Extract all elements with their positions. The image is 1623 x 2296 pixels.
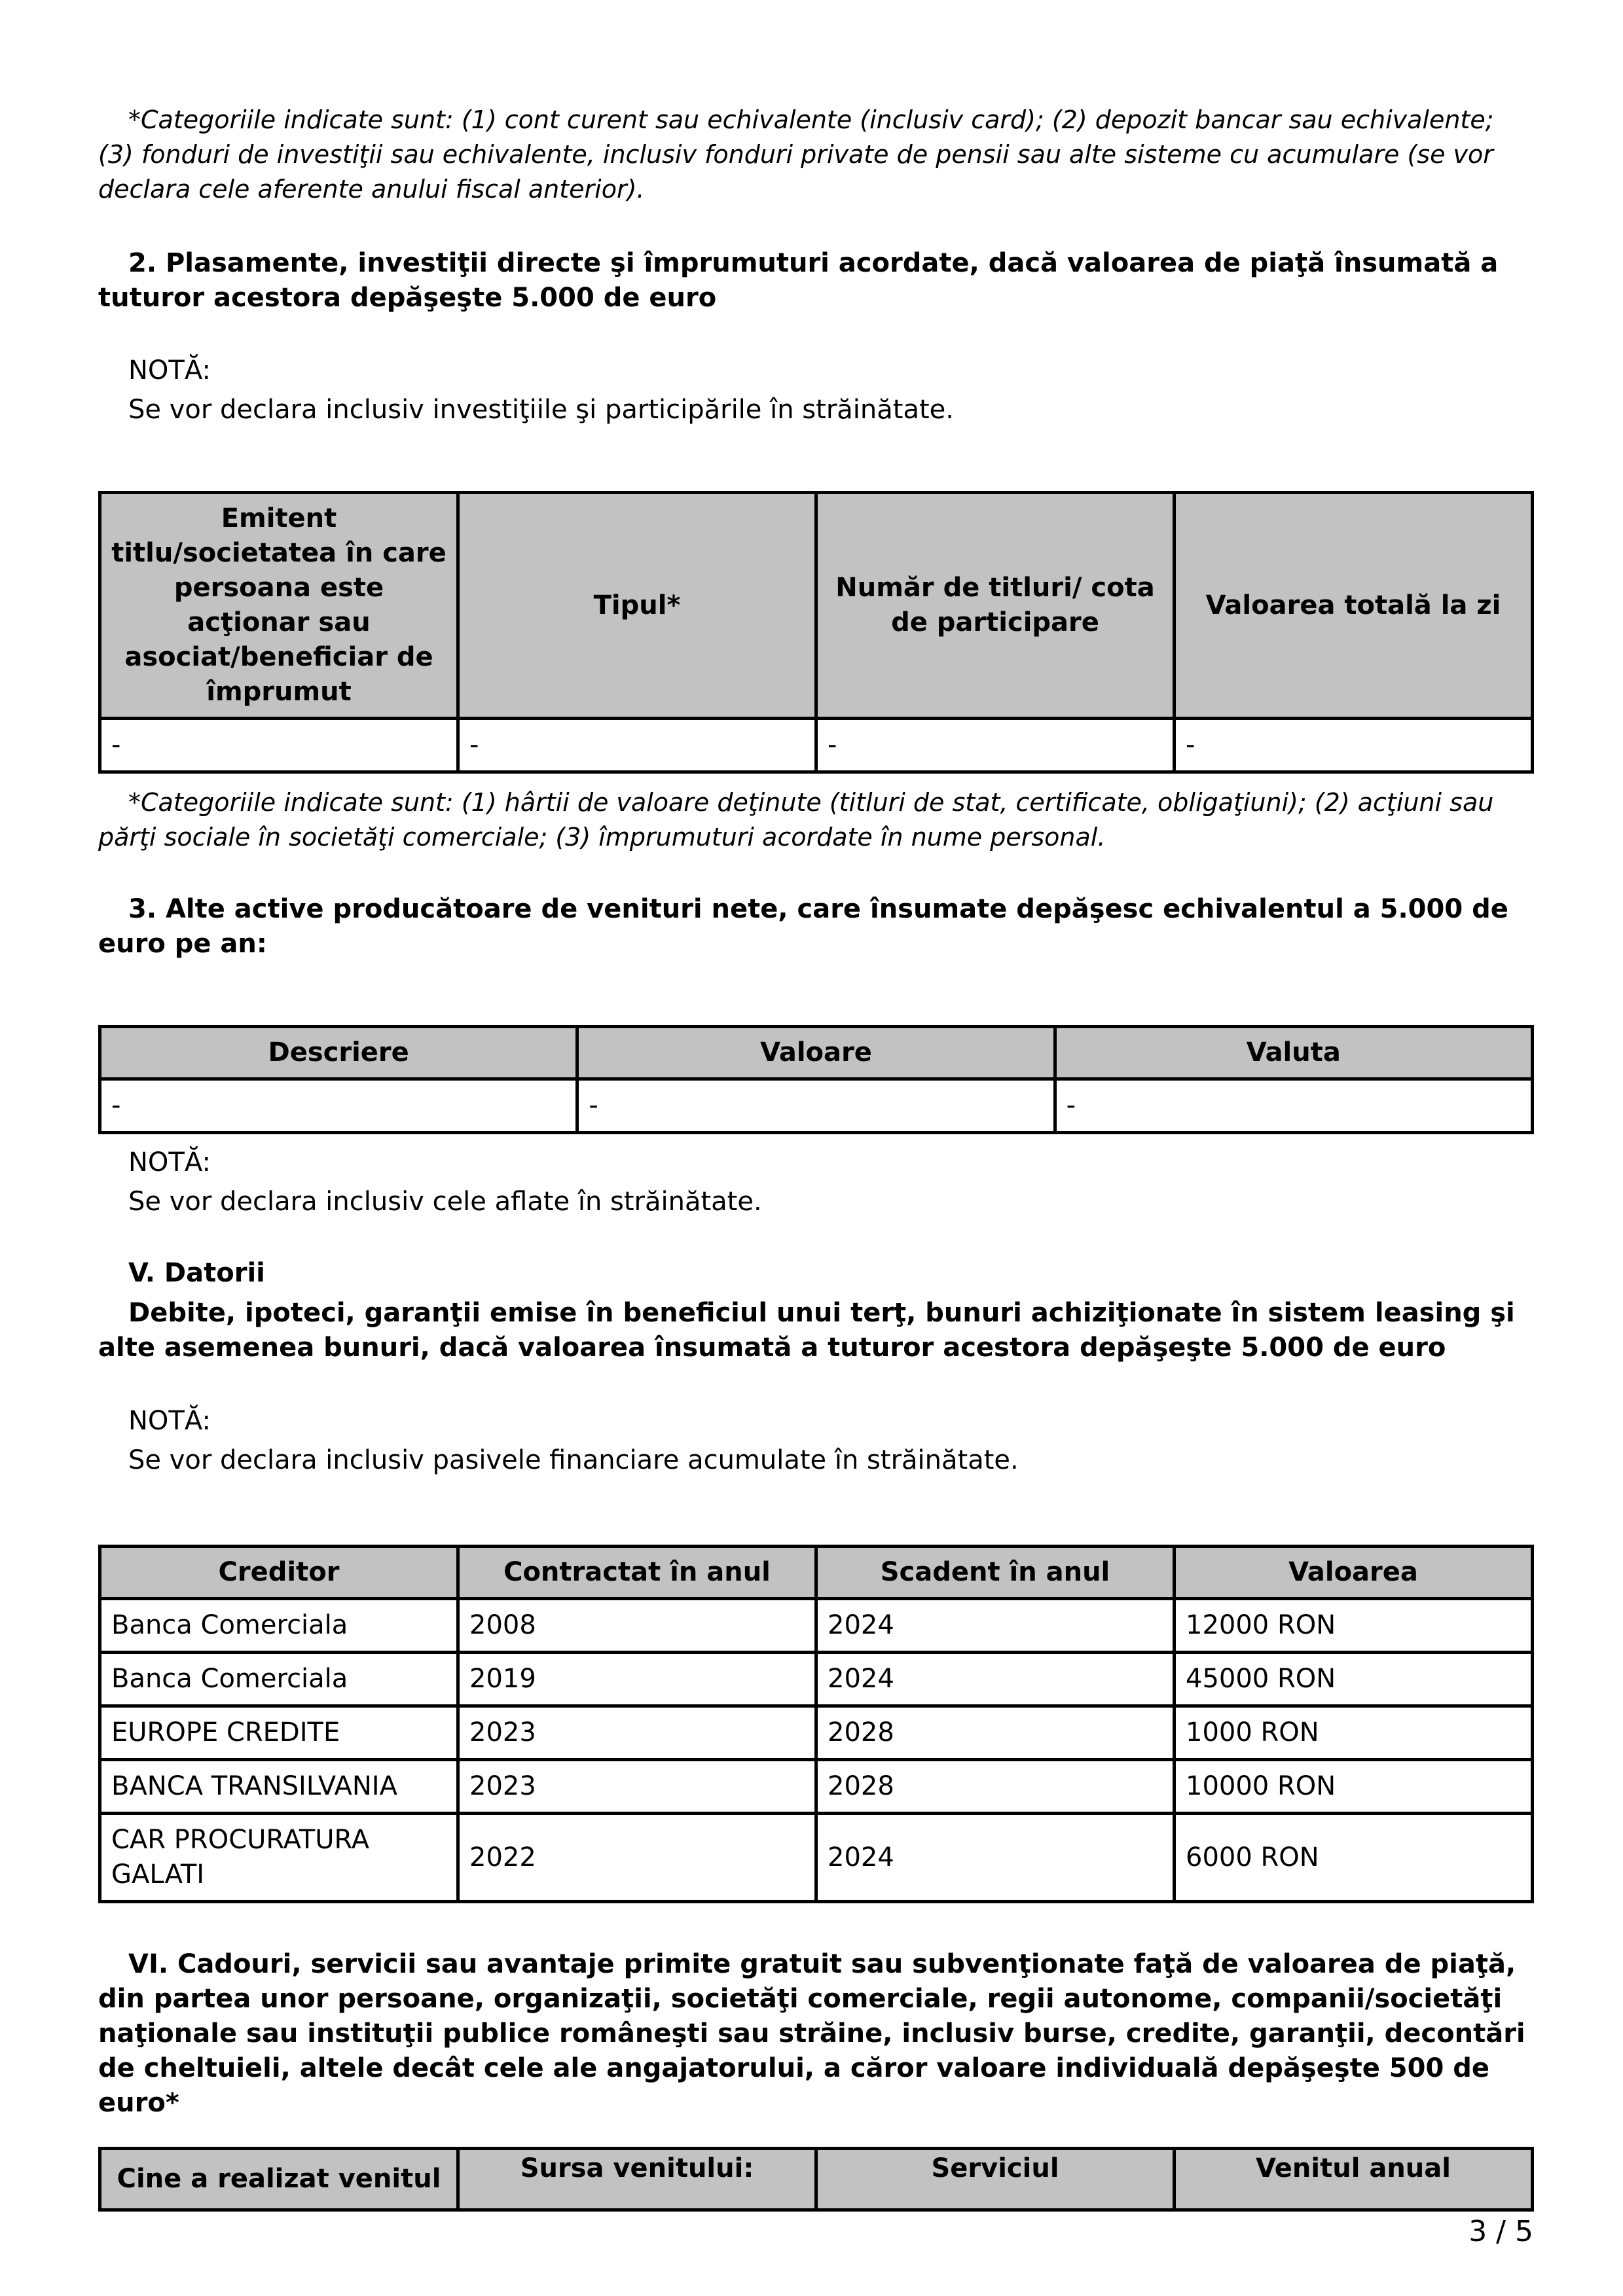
column-header-tipul: Tipul* xyxy=(458,493,816,719)
section-3-title: 3. Alte active producătoare de venituri nete, care însumate depăşesc echivalentul a 5.000 de euro pe an: xyxy=(98,894,1508,959)
investments-table xyxy=(98,491,1534,774)
section-v-note-text: Se vor declara inclusiv pasivele financiare acumulate în străinătate. xyxy=(128,1445,1019,1475)
other-assets-table xyxy=(98,1025,1534,1134)
table-cell: 6000 RON xyxy=(1175,1814,1533,1902)
table-cell: 10000 RON xyxy=(1175,1760,1533,1814)
table-cell: - xyxy=(1055,1079,1532,1133)
table-cell: 2008 xyxy=(458,1599,816,1653)
table-cell: 1000 RON xyxy=(1175,1706,1533,1760)
table-cell: EUROPE CREDITE xyxy=(100,1706,458,1760)
footnote-categories-1: *Categoriile indicate sunt: (1) cont curent sau echivalente (inclusiv card); (2) depozit bancar sau echivalente; (3) fonduri de investiţii sau echivalente, inclusiv fonduri private de pensii sau alte sisteme cu acumulare (se vor declara cele aferente anului fiscal anterior). xyxy=(98,105,1494,204)
gifts-table xyxy=(98,2147,1534,2212)
table-row xyxy=(100,1653,1533,1706)
column-header-numar-titluri: Număr de titluri/ cota de participare xyxy=(816,493,1175,719)
table-cell: - xyxy=(1175,719,1533,772)
table-cell: - xyxy=(816,719,1175,772)
table-cell: 2024 xyxy=(816,1814,1175,1902)
section-2-note-text: Se vor declara inclusiv investiţiile şi participările în străinătate. xyxy=(128,395,954,425)
table-cell: 2028 xyxy=(816,1706,1175,1760)
column-header-creditor: Creditor xyxy=(100,1547,458,1599)
section-3-note-text: Se vor declara inclusiv cele aflate în străinătate. xyxy=(128,1187,762,1217)
column-header-contractat: Contractat în anul xyxy=(458,1547,816,1599)
section-v-subtitle: Debite, ipoteci, garanţii emise în beneficiul unui terţ, bunuri achiziţionate în sistem leasing şi alte asemenea bunuri, dacă valoarea însumată a tuturor acestora depăşeşte 5.000 de euro xyxy=(98,1298,1515,1363)
column-header-descriere: Descriere xyxy=(100,1027,577,1079)
table-cell: 2024 xyxy=(816,1599,1175,1653)
section-vi-title: VI. Cadouri, servicii sau avantaje primite gratuit sau subvenţionate faţă de valoarea de piaţă, din partea unor persoane, organizaţii, societăţi comerciale, regii autonome, companii/societăţi naţionale sau instituţii publice româneşti sau străine, inclusiv burse, credite, garanţii, decontări de cheltuieli, altele decât cele ale angajatorului, a căror valoare individuală depăşeşte 500 de euro* xyxy=(98,1949,1525,2118)
table-cell: 12000 RON xyxy=(1175,1599,1533,1653)
table-row xyxy=(100,1079,1533,1133)
footnote-categories-2: *Categoriile indicate sunt: (1) hârtii de valoare deţinute (titluri de stat, certificate, obligaţiuni); (2) acţiuni sau părţi sociale în societăţi comerciale; (3) împrumuturi acordate în nume personal. xyxy=(98,788,1494,852)
table-cell: 2023 xyxy=(458,1760,816,1814)
table-cell: Banca Comerciala xyxy=(100,1653,458,1706)
table-cell: 2022 xyxy=(458,1814,816,1902)
column-header-cine-a-realizat: Cine a realizat venitul xyxy=(100,2149,458,2210)
table-cell: - xyxy=(100,1079,577,1133)
section-v-note-label: NOTĂ: xyxy=(128,1406,211,1436)
column-header-valoarea: Valoarea xyxy=(1175,1547,1533,1599)
column-header-valuta: Valuta xyxy=(1055,1027,1532,1079)
column-header-emitent: Emitent titlu/societatea în care persoana este acţionar sau asociat/beneficiar de împrumut xyxy=(100,493,458,719)
column-header-sursa-venitului: Sursa venitului: xyxy=(458,2149,816,2210)
table-cell: 2019 xyxy=(458,1653,816,1706)
column-header-serviciul: Serviciul xyxy=(816,2149,1175,2210)
section-2-title: 2. Plasamente, investiţii directe şi împrumuturi acordate, dacă valoarea de piaţă însumată a tuturor acestora depăşeşte 5.000 de euro xyxy=(98,248,1499,313)
table-cell: - xyxy=(100,719,458,772)
column-header-valoarea-totala: Valoarea totală la zi xyxy=(1175,493,1533,719)
table-cell: 2024 xyxy=(816,1653,1175,1706)
debts-table xyxy=(98,1545,1534,1903)
page-number: 3 / 5 xyxy=(1468,2215,1533,2248)
table-row xyxy=(100,719,1533,772)
table-cell: CAR PROCURATURA GALATI xyxy=(100,1814,458,1902)
section-2-note-label: NOTĂ: xyxy=(128,355,211,386)
table-row xyxy=(100,1760,1533,1814)
table-cell: 2023 xyxy=(458,1706,816,1760)
table-cell: 45000 RON xyxy=(1175,1653,1533,1706)
table-cell: - xyxy=(458,719,816,772)
column-header-valoare: Valoare xyxy=(577,1027,1055,1079)
section-v-heading: V. Datorii xyxy=(128,1258,265,1288)
table-cell: BANCA TRANSILVANIA xyxy=(100,1760,458,1814)
table-cell: Banca Comerciala xyxy=(100,1599,458,1653)
table-row xyxy=(100,1706,1533,1760)
table-cell: - xyxy=(577,1079,1055,1133)
section-3-note-label: NOTĂ: xyxy=(128,1147,211,1177)
table-cell: 2028 xyxy=(816,1760,1175,1814)
column-header-scadent: Scadent în anul xyxy=(816,1547,1175,1599)
column-header-venitul-anual: Venitul anual xyxy=(1175,2149,1533,2210)
table-row xyxy=(100,1814,1533,1902)
table-row xyxy=(100,1599,1533,1653)
